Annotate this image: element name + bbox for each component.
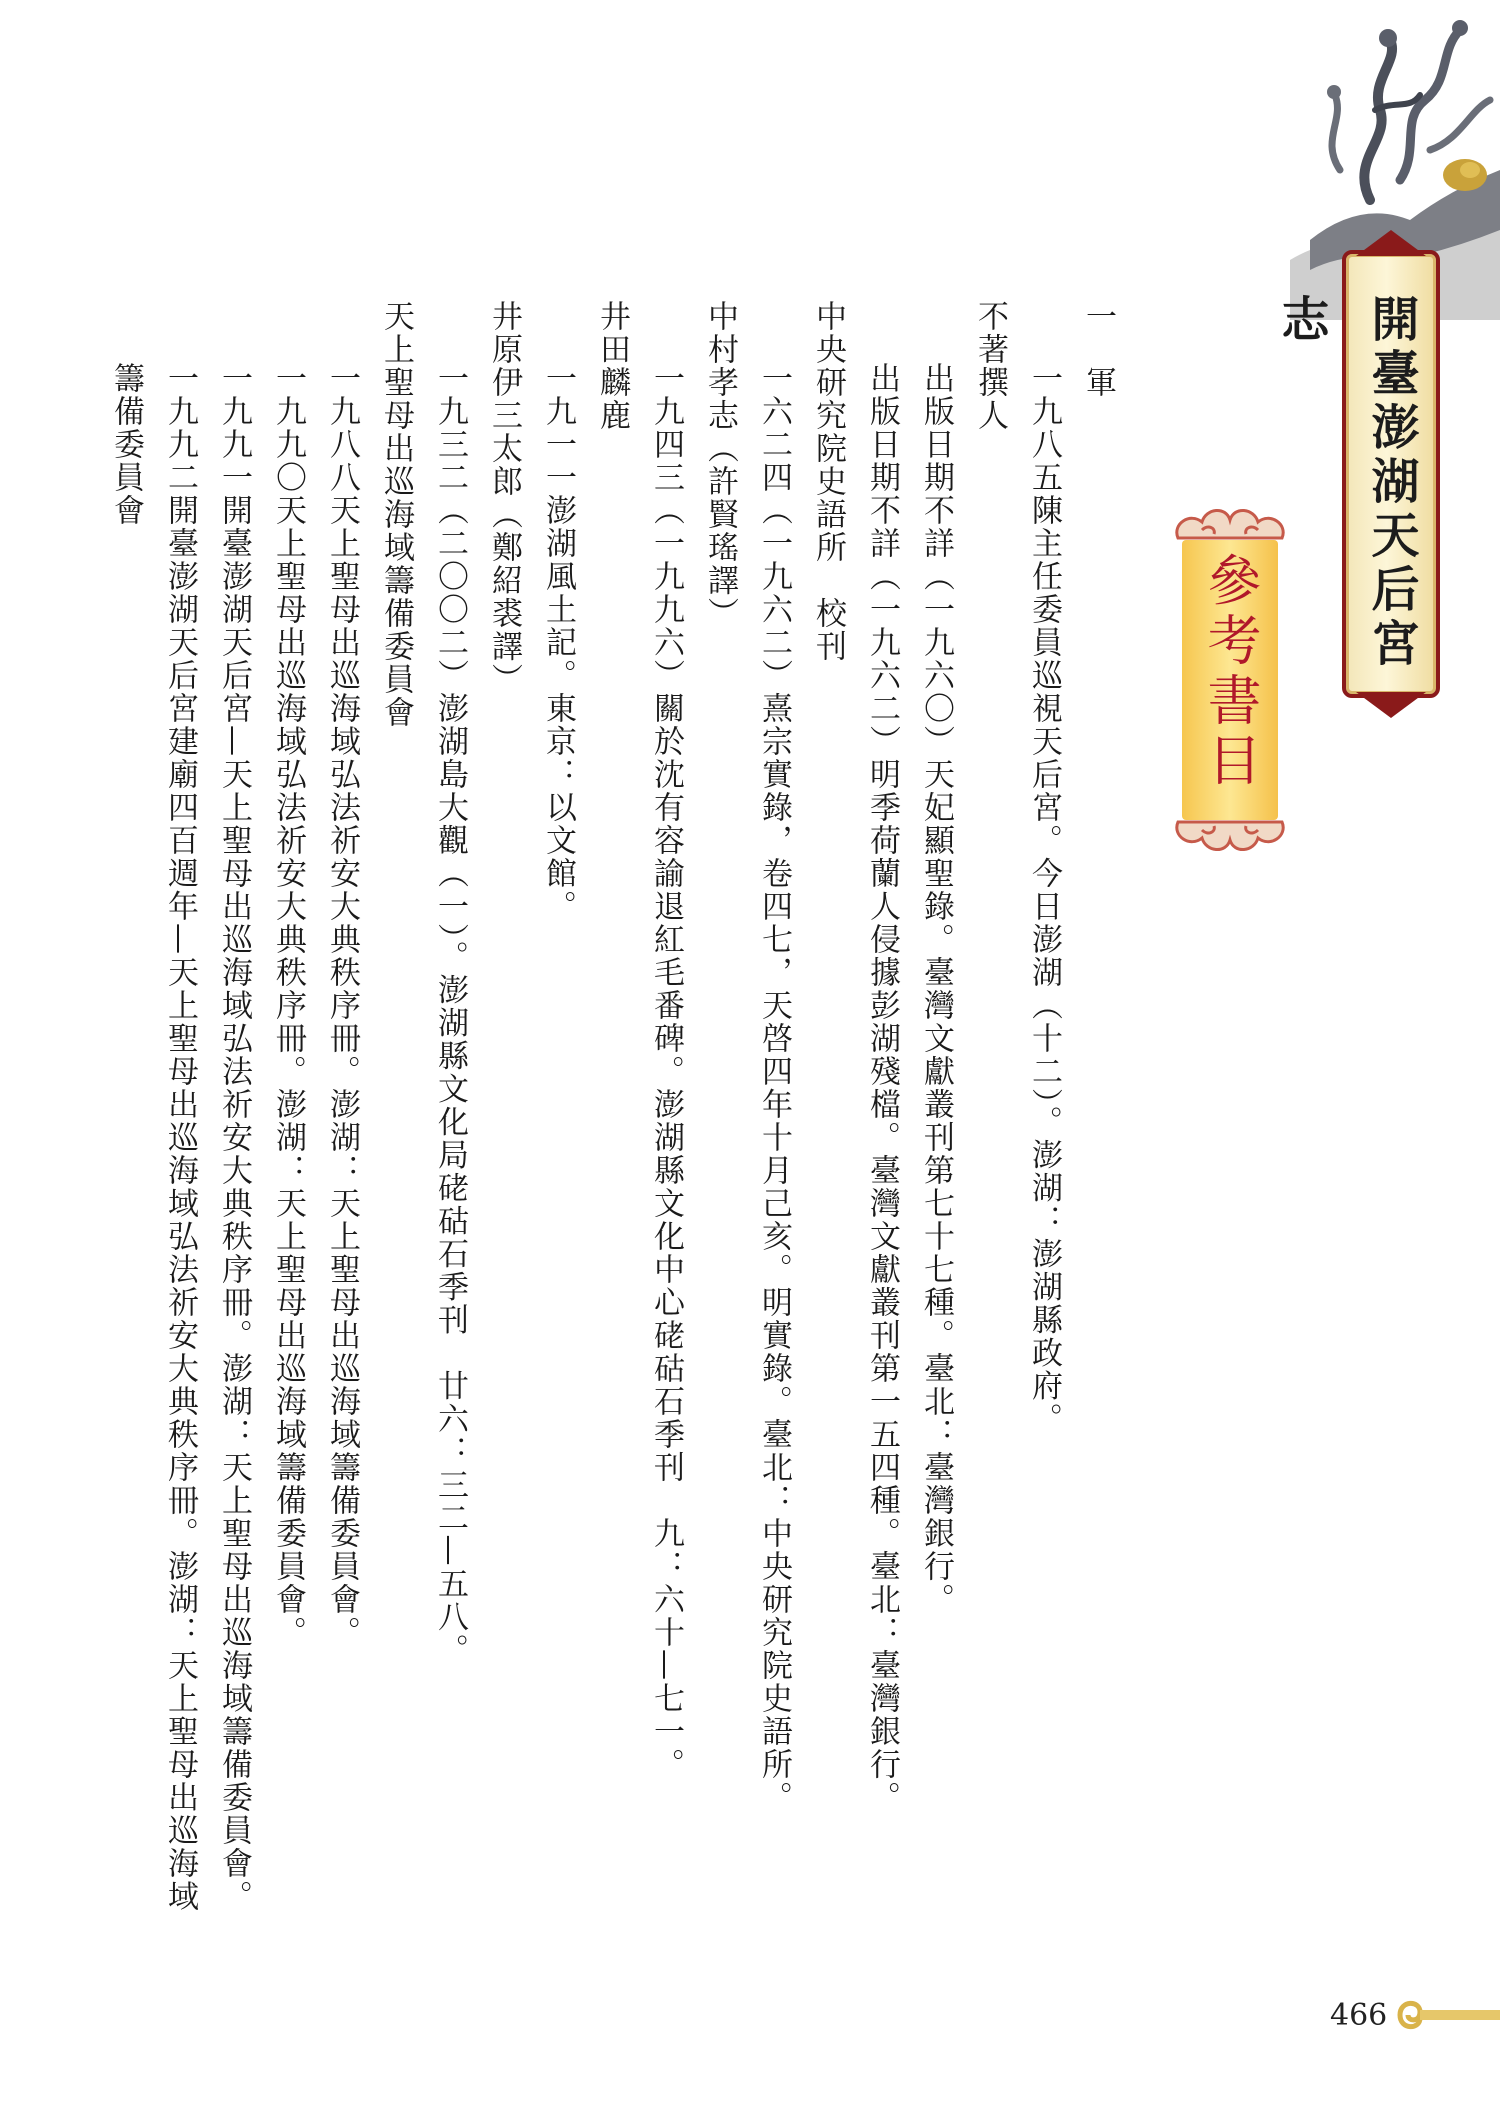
entry-reference (261, 300, 315, 1940)
reference-year: 一九九〇 (270, 362, 306, 494)
reference-year: 一六二四（一九六二） (756, 362, 792, 692)
entry-author: 中村孝志（許賢瑤譯） (702, 300, 738, 630)
section-heading (1168, 500, 1292, 860)
reference-text: 開臺澎湖天后宮—天上聖母出巡海域弘法祈安大典秩序冊。澎湖：天上聖母出巡海域籌備委員會。 (216, 494, 252, 1913)
reference-year: 一九九一 (216, 362, 252, 494)
reference-year: 出版日期不詳（一九六二） (864, 362, 900, 758)
book-title: 開臺澎湖天后宮志 (1273, 294, 1419, 672)
book-title-banner (1273, 250, 1440, 698)
reference-text: 陳主任委員巡視天后宮。今日澎湖（十二）。澎湖：澎湖縣政府。 (1026, 494, 1062, 1436)
entry-reference (747, 300, 801, 1940)
reference-text: 開臺澎湖天后宮建廟四百週年—天上聖母出巡海域弘法祈安大典秩序冊。澎湖：天上聖母出巡海域籌備委員會 (108, 362, 198, 1913)
reference-year: 一九八八 (324, 362, 360, 494)
entry-reference (531, 300, 585, 1940)
entry-reference (423, 300, 477, 1940)
cloud-ornament-bottom-icon (1168, 810, 1292, 860)
entry-reference (855, 300, 909, 1940)
bibliography-entry (1017, 300, 1125, 1940)
bibliography-entry (639, 300, 747, 1940)
reference-year: 一九一一 (540, 362, 576, 494)
reference-year: 一九三二（二〇〇二） (432, 362, 468, 692)
entry-author: 中央研究院史語所 校刊 (810, 300, 846, 663)
entry-reference (909, 300, 963, 1940)
banner-bottom-cap-icon (1354, 692, 1428, 720)
bibliography-entry (99, 300, 423, 1940)
page-number-ornament-icon (1380, 1990, 1500, 2040)
entry-author: 一 軍 (1080, 300, 1116, 399)
page-number: 466 (1330, 1998, 1388, 2033)
entry-author: 不著撰人 (972, 300, 1008, 432)
bibliography-entry (747, 300, 855, 1940)
entry-reference (207, 300, 261, 1940)
entry-reference (315, 300, 369, 1940)
entry-reference (99, 300, 207, 1940)
reference-text: 天上聖母出巡海域弘法祈安大典秩序冊。澎湖：天上聖母出巡海域籌備委員會。 (324, 494, 360, 1649)
entry-author: 天上聖母出巡海域籌備委員會 (378, 300, 414, 729)
banner-top-cap-icon (1354, 228, 1428, 256)
reference-year: 一九九二 (162, 362, 198, 494)
reference-text: 關於沈有容諭退紅毛番碑。澎湖縣文化中心硓𥑮石季刊 九：六十—七一。 (648, 692, 684, 1781)
reference-year: 一九八五 (1026, 362, 1062, 494)
entry-reference (1017, 300, 1071, 1940)
bibliography-entry (423, 300, 531, 1940)
reference-text: 天上聖母出巡海域弘法祈安大典秩序冊。澎湖：天上聖母出巡海域籌備委員會。 (270, 494, 306, 1649)
reference-text: 熹宗實錄，卷四七，天啓四年十月己亥。明實錄。臺北：中央研究院史語所。 (756, 692, 792, 1814)
section-title: 參考書目 (1199, 552, 1262, 792)
bibliography-entry (855, 300, 1017, 1940)
reference-year: 出版日期不詳（一九六〇） (918, 362, 954, 758)
reference-year: 一九四三（一九九六） (648, 362, 684, 692)
bibliography-body (99, 300, 1125, 1940)
reference-text: 天妃顯聖錄。臺灣文獻叢刊第七十七種。臺北：臺灣銀行。 (918, 758, 954, 1616)
entry-author: 井田麟鹿 (594, 300, 630, 432)
bibliography-entry (531, 300, 639, 1940)
reference-text: 澎湖島大觀（一）。澎湖縣文化局硓𥑮石季刊 廿六：三二—五八。 (432, 692, 468, 1667)
entry-author: 井原伊三太郎（鄭紹裘譯） (486, 300, 522, 696)
reference-text: 明季荷蘭人侵據彭湖殘檔。臺灣文獻叢刊第一五四種。臺北：臺灣銀行。 (864, 758, 900, 1814)
entry-reference (639, 300, 693, 1940)
reference-text: 澎湖風土記。東京：以文館。 (540, 494, 576, 923)
